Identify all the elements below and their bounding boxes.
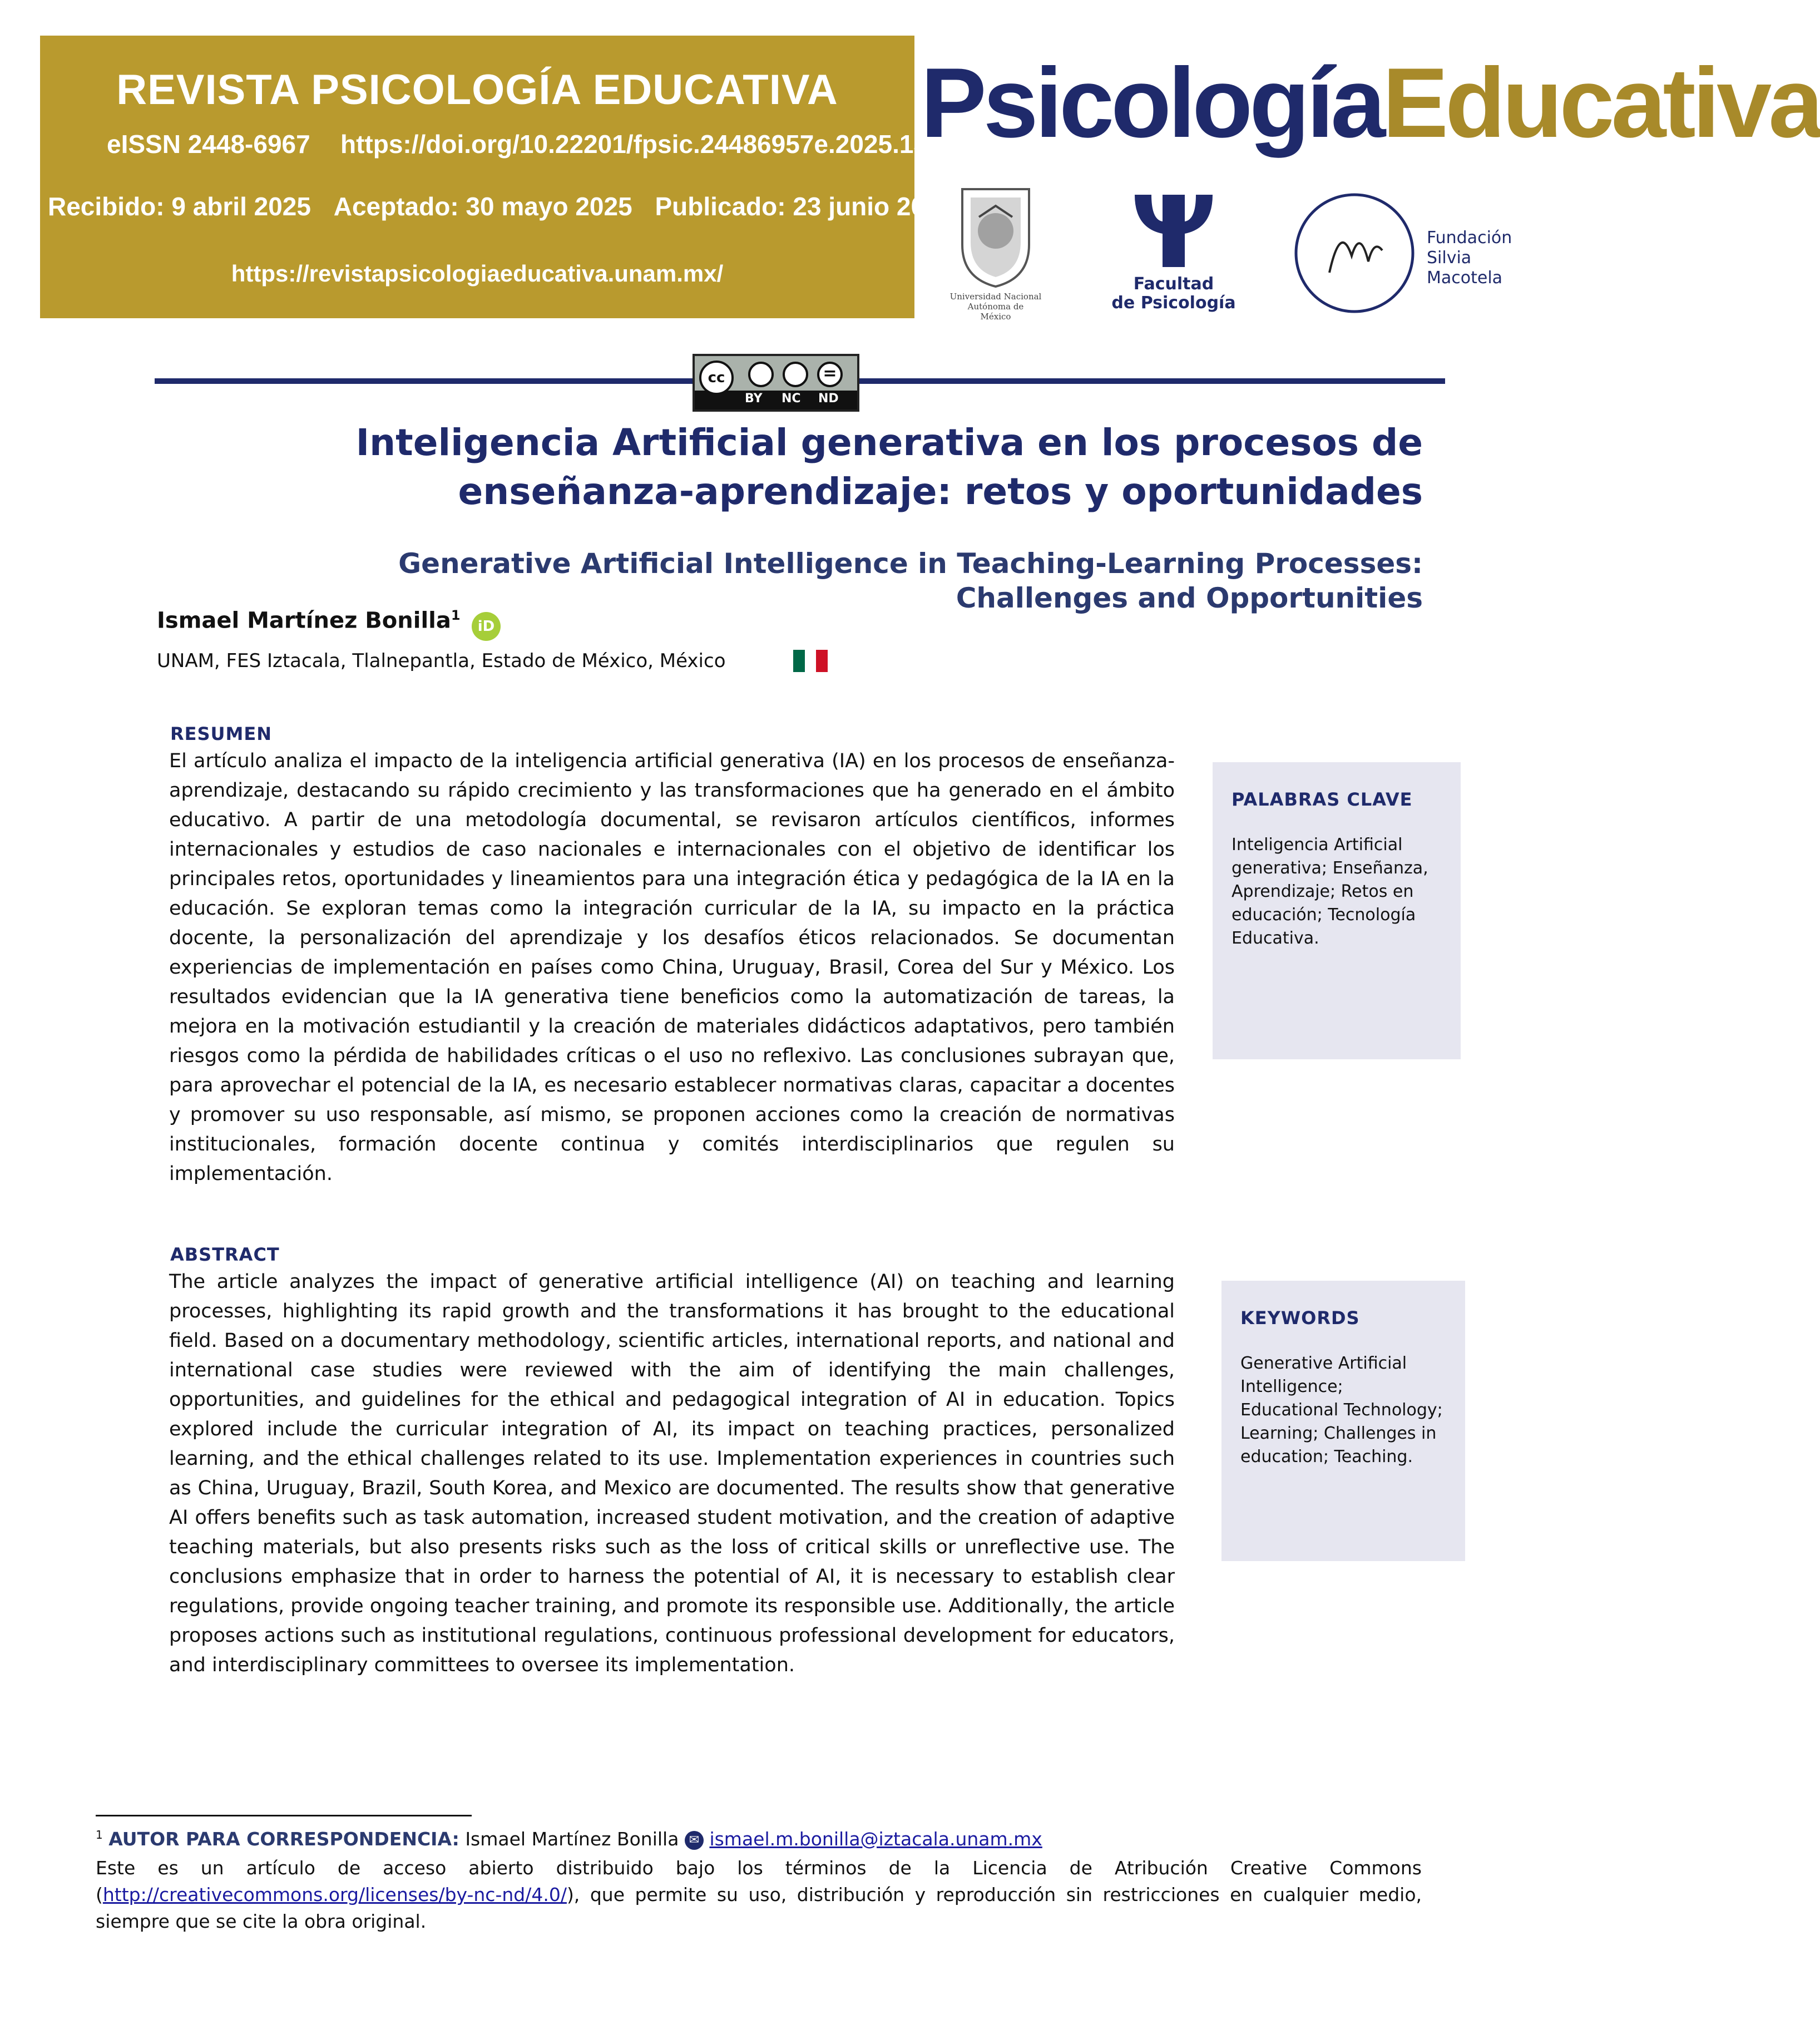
abstract-body: The article analyzes the impact of generative artificial intelligence (AI) on teaching and learning processes, highlighting its rapid growth and the transformations it has brought to the educational field. Based on a documentary methodology, scientific articles, international reports, and national and international case studies were reviewed with the aim of identifying the main challenges, opportunities, and guidelines for the ethical and pedagogical integration of AI in education. Topics explored include the curricular integration of AI, its impact on teaching practices, personalized learning, and the ethical challenges related to its use. Implementation experiences in countries such as China, Uruguay, Brazil, South Korea, and Mexico are documented. The results show that generative AI offers benefits such as task automation, increased student motivation, and the creation of adaptive teaching materials, but also presents risks such as the loss of critical skills or unreflective use. The conclusions emphasize that in order to harness the potential of AI, it is necessary to establish clear regulations, provide ongoing teacher training, and promote its responsible use. Additionally, the article proposes actions such as institutional regulations, continuous professional development for educators, and interdisciplinary committees to oversee its implementation. [169, 1271, 1175, 1676]
facultad-line2: de Psicología [1111, 293, 1236, 313]
unam-name-line3: México [980, 312, 1011, 322]
keywords-list: Generative Artificial Intelligence; Educational Technology; Learning; Challenges in education; Teaching. [1240, 1354, 1443, 1467]
psi-symbol-icon [1107, 189, 1240, 273]
author-name [157, 608, 461, 633]
publication-dates [40, 191, 954, 221]
title-es-line2: enseñanza-aprendizaje: retos y oportunidades [458, 470, 1423, 513]
cc-license-badge[interactable] [693, 354, 859, 412]
by-attribution-icon [748, 362, 774, 387]
journal-logo [921, 39, 1820, 167]
eissn: eISSN 2448-6967 [107, 130, 310, 159]
orcid-icon[interactable]: iD [472, 612, 501, 641]
fundacion-line1: Fundación [1427, 228, 1512, 248]
keywords-box [1221, 1281, 1465, 1561]
logo-part1: Psicología [921, 47, 1383, 158]
nd-label: ND [818, 392, 839, 406]
title-es-line1: Inteligencia Artificial generativa en los procesos de [355, 421, 1423, 464]
article-title-en [366, 546, 1423, 615]
title-en-line1: Generative Artificial Intelligence in Teaching-Learning Processes: [398, 547, 1423, 580]
palabras-clave-list: Inteligencia Artificial generativa; Enseñanza, Aprendizaje; Retos en educación; Tecnología Educativa. [1232, 835, 1428, 948]
resumen-body: El artículo analiza el impacto de la inteligencia artificial generativa (IA) en los procesos de enseñanza-aprendizaje, destacando su rápido crecimiento y las transformaciones que ha generado en el ámbito educativo. A partir de una metodología documental, se revisaron artículos científicos, informes internacionales y estudios de caso nacionales e internacionales con el objetivo de identificar los principales retos, oportunidades y lineamientos para una integración ética y pedagógica de la IA en la educación. Se exploran temas como la integración curricular de la IA, su impacto en la práctica docente, la personalización del aprendizaje y los desafíos éticos relacionados. Se documentan experiencias de implementación en países como China, Uruguay, Brasil, Corea del Sur y México. Los resultados evidencian que la IA generativa tiene beneficios como la automatización de tareas, la mejora en la motivación estudiantil y la creación de materiales didácticos adaptativos, pero también riesgos como la pérdida de habilidades críticas o el uso no reflexivo. Las conclusiones subrayan que, para aprovechar el potencial de la IA, es necesario establecer normativas claras, capacitar a docentes y promover su uso responsable, así mismo, se proponen acciones como la creación de normativas institucionales, formación docente continua y comités interdisciplinarios que regulen su implementación. [169, 750, 1175, 1185]
journal-banner [40, 36, 978, 318]
license-text-pre: Este es un artículo de acceso abierto distribuido bajo los términos de la Licencia de Atribución Creative Commons ( [96, 1857, 1422, 1905]
unam-seal-logo [940, 184, 1051, 334]
facultad-line1: Facultad [1133, 274, 1214, 294]
mexico-flag-icon [793, 650, 828, 672]
correspondence-label: AUTOR PARA CORRESPONDENCIA: [108, 1828, 459, 1850]
unam-name-line2: Autónoma de [967, 302, 1024, 312]
published-date: Publicado: 23 junio 2025 [655, 192, 954, 221]
nc-label: NC [782, 392, 801, 406]
received-date: Recibido: 9 abril 2025 [48, 192, 311, 221]
fundacion-circle-icon [1290, 189, 1418, 317]
title-en-line2: Challenges and Opportunities [956, 582, 1423, 614]
fundacion-logo [1290, 189, 1524, 317]
author-affiliation: UNAM, FES Iztacala, Tlalnepantla, Estado de México, México [157, 650, 726, 672]
author-footnote-mark: 1 [451, 608, 461, 623]
resumen-heading: RESUMEN [170, 723, 273, 744]
logo-part2: Educativa [1382, 47, 1820, 158]
unam-crest-icon [940, 184, 1051, 289]
correspondence-note [96, 1828, 1042, 1850]
cc-icon: cc [699, 361, 734, 395]
by-label: BY [745, 392, 763, 406]
nd-noderivs-icon: = [817, 362, 843, 387]
correspondence-name: Ismael Martínez Bonilla [465, 1828, 679, 1850]
correspondence-email[interactable]: ismael.m.bonilla@iztacala.unam.mx [709, 1828, 1042, 1850]
palabras-clave-box [1213, 762, 1461, 1059]
facultad-psicologia-logo [1107, 189, 1240, 317]
nc-noncommercial-icon [783, 362, 808, 387]
footnote-mark: 1 [96, 1828, 103, 1841]
accepted-date: Aceptado: 30 mayo 2025 [333, 192, 632, 221]
license-link[interactable]: http://creativecommons.org/licenses/by-nc-nd/4.0/ [102, 1884, 567, 1905]
keywords-heading: KEYWORDS [1240, 1307, 1360, 1329]
article-title-es [310, 418, 1423, 516]
palabras-clave-heading: PALABRAS CLAVE [1232, 789, 1413, 810]
journal-url[interactable]: https://revistapsicologiaeducativa.unam.mx/ [231, 260, 724, 287]
fundacion-line3: Macotela [1427, 268, 1503, 288]
unam-name-line1: Universidad Nacional [949, 292, 1042, 302]
doi-link[interactable]: https://doi.org/10.22201/fpsic.24486957e.2025.13.146 [340, 130, 978, 159]
author-name-text: Ismael Martínez Bonilla [157, 608, 451, 634]
journal-name: REVISTA PSICOLOGÍA EDUCATIVA [116, 66, 838, 113]
email-icon: ✉ [685, 1831, 704, 1850]
license-note [96, 1855, 1422, 1935]
abstract-heading: ABSTRACT [170, 1244, 280, 1265]
footnote-divider [96, 1815, 472, 1816]
fundacion-line2: Silvia [1427, 248, 1472, 268]
license-text-post: ), que permite su uso, distribución y reproducción sin restricciones en cualquier medio, siempre que se cite la obra original. [96, 1884, 1422, 1932]
